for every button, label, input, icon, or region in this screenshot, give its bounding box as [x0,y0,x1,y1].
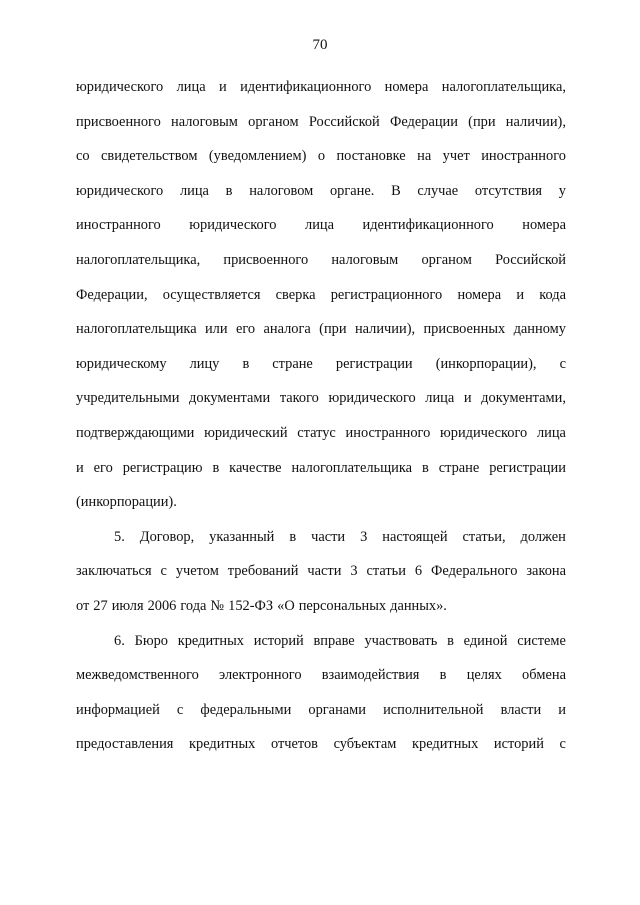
word: Российской [495,251,566,268]
word: обмена [522,667,566,684]
word: отчетов [270,736,318,753]
word: Договор, [139,528,195,545]
text-line [76,208,566,243]
word: сверка [275,286,316,303]
text-line [76,381,566,416]
text-line [76,693,566,728]
word: 3 [360,528,368,545]
word: В [391,182,401,199]
word: предоставления [76,736,174,753]
word: и [463,390,472,407]
word: иностранного [76,217,161,234]
word: закона [526,563,566,580]
word: Российской [308,113,380,130]
word: и [558,701,566,718]
word: персональных [298,597,387,614]
word: лица [179,182,209,199]
document-body [76,70,566,762]
word: с [559,355,566,372]
word: 152-ФЗ [228,597,274,614]
word: данных». [390,597,447,614]
word: в [242,355,250,372]
word: межведомственного [76,667,199,684]
word: настоящей [382,528,448,545]
word: аналога [263,321,311,338]
word: о [317,148,326,165]
word: исполнительной [383,701,484,718]
word: органе. [329,182,375,199]
word: налоговым [171,113,238,130]
word: или [204,321,228,338]
word: участвовать [364,632,438,649]
word: «О [277,597,295,614]
word: указанный [209,528,275,545]
word: регистрации [489,459,566,476]
word: присвоенного [223,251,309,268]
word: осуществляется [162,286,261,303]
word: Бюро [134,632,168,649]
word: (при [319,321,347,338]
word: в [289,528,297,545]
word: данному [513,321,566,338]
text-line [76,485,566,520]
word: постановке [336,148,406,165]
word: 5. [114,528,125,545]
word: органами [308,701,366,718]
word: (инкорпорации). [76,494,177,511]
word: подтверждающими [76,424,195,441]
word: иностранного [345,424,431,441]
word: историй [493,736,544,753]
word: (уведомлением) [208,148,307,165]
word: части [311,528,346,545]
word: лицу [189,355,220,372]
word: Федерации [389,113,458,130]
word: 3 [350,563,358,580]
word: у [558,182,566,199]
word: его [235,321,256,338]
word: присвоенного [76,113,161,130]
word: юридическому [76,355,167,372]
text-line [76,416,566,451]
text-line [76,520,566,555]
word: с [176,701,184,718]
word: номера [457,286,502,303]
word: требований [227,563,299,580]
word: юридического [76,182,164,199]
word: кредитных [177,632,244,649]
word: и [76,459,84,476]
word: историй [253,632,304,649]
word: кода [539,286,566,303]
page-number: 70 [312,37,328,53]
word: целях [466,667,502,684]
word: года [180,597,207,614]
word: случае [417,182,459,199]
word: юридического [440,424,528,441]
word: Федерального [431,563,518,580]
word: качестве [229,459,282,476]
word: и [218,79,227,95]
word: 27 [93,597,108,614]
text-line [76,589,566,624]
word: 6 [414,563,423,580]
word: учредительными [76,390,180,407]
word: органом [248,113,299,130]
word: налогоплательщика [76,321,197,338]
text-line [76,105,566,140]
word: информацией [76,701,160,718]
word: юридического [328,390,416,407]
word: стране [438,459,480,476]
text-line [76,727,566,762]
word: регистрации [335,355,413,372]
word: кредитных [189,736,256,753]
word: в [421,459,429,476]
word: электронного [219,667,302,684]
word: юридического [76,79,164,95]
word: налогоплательщика, [441,79,566,95]
word: в [447,632,454,649]
word: отсутствия [474,182,543,199]
word: статьи [366,563,406,580]
word: свидетельством [101,148,198,165]
word: статьи, [462,528,506,545]
word: номера [384,79,429,95]
word: от [76,597,90,614]
word: регистрационного [330,286,443,303]
word: со [76,148,90,165]
word: № [210,597,225,614]
word: органом [421,251,472,268]
text-line [76,451,566,486]
word: статус [297,424,336,441]
word: юридического [189,217,277,234]
word: присвоенных [423,321,506,338]
word: лица [536,424,566,441]
word: учетом [175,563,219,580]
word: кредитных [412,736,479,753]
text-line [76,278,566,313]
word: части [307,563,342,580]
text-line [76,174,566,209]
word: номера [522,217,566,234]
word: наличии), [354,321,416,338]
word: заключаться [76,563,152,580]
word: регистрацию [122,459,203,476]
text-line [76,139,566,174]
word: субъектам [333,736,397,753]
word: июля [111,597,144,614]
word: в [225,182,233,199]
word: должен [520,528,566,545]
word: 6. [114,632,125,649]
text-line [76,347,566,382]
word: идентификационного [240,79,372,95]
word: стране [272,355,313,372]
word: федеральными [200,701,292,718]
word: с [559,736,566,753]
word: лица [176,79,206,95]
text-line [76,554,566,589]
text-line [76,624,566,659]
word: лица [425,390,455,407]
word: единой [463,632,508,649]
text-line [76,70,566,105]
word: учет [442,148,470,165]
word: в [212,459,220,476]
word: вправе [313,632,355,649]
word: иностранного [481,148,566,165]
word: (инкорпорации), [435,355,537,372]
word: взаимодействия [321,667,420,684]
word: 2006 [147,597,177,614]
word: Федерации, [76,286,148,303]
word: в [439,667,447,684]
word: документами, [481,390,566,407]
word: с [160,563,167,580]
word: налогоплательщика [291,459,413,476]
word: на [417,148,432,165]
word: документами [189,390,271,407]
text-line [76,312,566,347]
word: (при [468,113,496,130]
word: такого [279,390,319,407]
word: и [516,286,525,303]
word: власти [500,701,542,718]
word: налоговым [331,251,399,268]
word: лица [305,217,334,234]
text-line [76,243,566,278]
word: юридический [204,424,288,441]
word: налоговом [249,182,314,199]
word: его [93,459,113,476]
word: наличии), [505,113,566,130]
text-line [76,658,566,693]
word: идентификационного [362,217,494,234]
word: системе [517,632,566,649]
word: налогоплательщика, [76,251,201,268]
